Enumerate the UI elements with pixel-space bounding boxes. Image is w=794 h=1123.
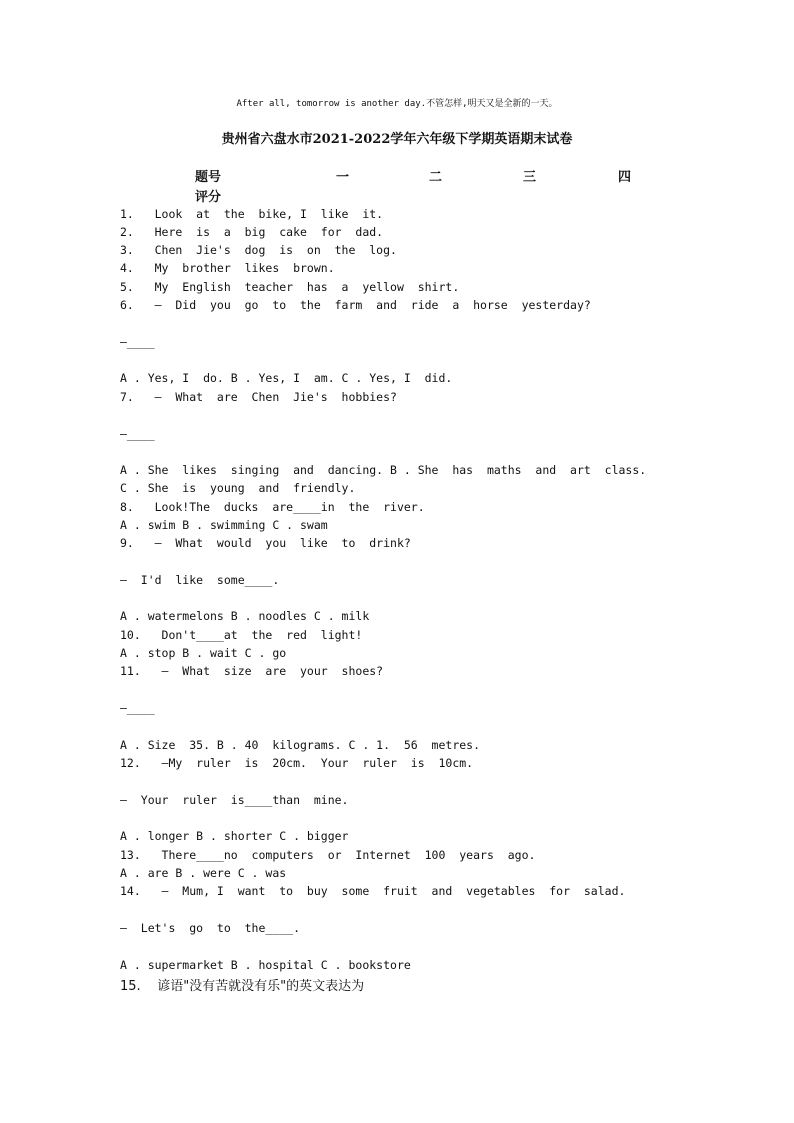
answer-options: A . supermarket B . hospital C . bookstore <box>120 958 411 972</box>
answer-options: A . Size 35. B . 40 kilograms. C . 1. 56 metres. <box>120 738 481 752</box>
question-line: 14. — Mum, I want to buy some fruit and vegetables for salad. <box>120 884 626 898</box>
question-line: 10. Don't____at the red light! <box>120 628 363 642</box>
answer-blank-line: —____ <box>120 335 155 349</box>
exam-title: 贵州省六盘水市2021-2022学年六年级下学期英语期末试卷 <box>221 132 573 147</box>
section-2-header: 二 <box>429 170 443 185</box>
section-4-header: 四 <box>618 170 632 185</box>
score-row-header: 评分 <box>195 190 222 205</box>
question-line: 5. My English teacher has a yellow shirt. <box>120 280 460 294</box>
question-line: 2. Here is a big cake for dad. <box>120 225 384 239</box>
header-motto: After all, tomorrow is another day.不管怎样,明天又是全新的一天。 <box>236 99 558 109</box>
question-line: 15. 谚语"没有苦就没有乐"的英文表达为 <box>120 979 365 994</box>
answer-options: A . She likes singing and dancing. B . She has maths and art class. <box>120 463 647 477</box>
question-line: 7. — What are Chen Jie's hobbies? <box>120 390 397 404</box>
answer-blank-line: — Let's go to the____. <box>120 921 301 935</box>
question-line: 12. —My ruler is 20cm. Your ruler is 10cm. <box>120 756 474 770</box>
answer-options: A . watermelons B . noodles C . milk <box>120 609 370 623</box>
question-number-header: 题号 <box>195 170 222 185</box>
answer-blank-line: — I'd like some____. <box>120 573 280 587</box>
question-line: 1. Look at the bike, I like it. <box>120 207 384 221</box>
question-line: 13. There____no computers or Internet 100 years ago. <box>120 848 536 862</box>
answer-options: A . swim B . swimming C . swam <box>120 518 328 532</box>
section-1-header: 一 <box>336 170 350 185</box>
question-line: 3. Chen Jie's dog is on the log. <box>120 243 397 257</box>
answer-options: A . longer B . shorter C . bigger <box>120 829 349 843</box>
answer-options: C . She is young and friendly. <box>120 481 356 495</box>
answer-options: A . Yes, I do. B . Yes, I am. C . Yes, I did. <box>120 371 453 385</box>
answer-options: A . stop B . wait C . go <box>120 646 287 660</box>
question-line: 9. — What would you like to drink? <box>120 536 411 550</box>
question-line: 11. — What size are your shoes? <box>120 664 384 678</box>
answer-blank-line: —____ <box>120 701 155 715</box>
answer-blank-line: — Your ruler is____than mine. <box>120 793 349 807</box>
question-line: 4. My brother likes brown. <box>120 261 335 275</box>
answer-options: A . are B . were C . was <box>120 866 287 880</box>
section-3-header: 三 <box>523 170 537 185</box>
question-line: 6. — Did you go to the farm and ride a horse yesterday? <box>120 298 591 312</box>
question-line: 8. Look!The ducks are____in the river. <box>120 500 425 514</box>
answer-blank-line: —____ <box>120 427 155 441</box>
